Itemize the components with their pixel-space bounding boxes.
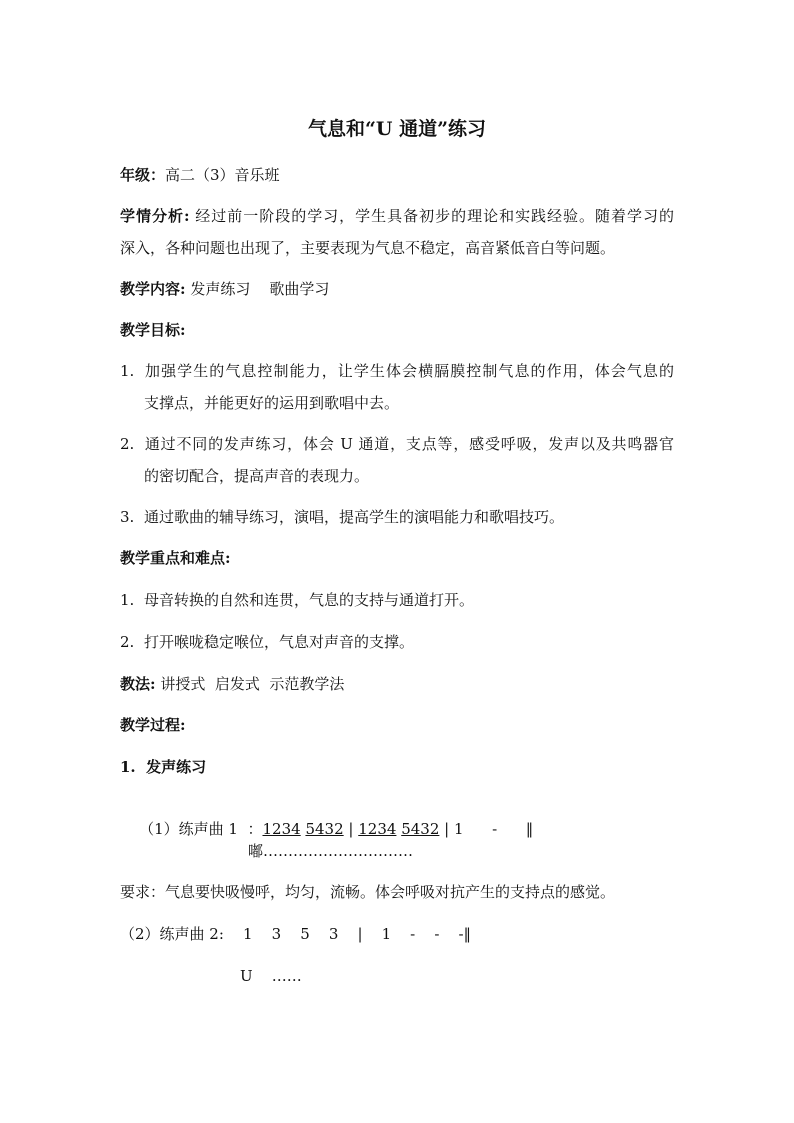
document-title: 气息和“U 通道”练习 <box>307 118 487 140</box>
grade-label: 年级： <box>120 166 166 184</box>
goal-item-3-number: 3. <box>120 508 135 526</box>
keypoint-item-1 <box>120 590 474 610</box>
methods-value: 讲授式 启发式 示范教学法 <box>155 675 345 693</box>
exercise-2-syllable: U …… <box>240 967 302 985</box>
goal-item-2-text-1: 通过不同的发声练习，体会 U 通道，支点等，感受呼吸，发声以及共鸣器官 <box>144 435 674 453</box>
analysis-line-2: 深入，各种问题也出现了，主要表现为气息不稳定，高音紧低音白等问题。 <box>120 239 616 257</box>
goals-heading: 教学目标: <box>120 321 186 339</box>
analysis-line-1 <box>120 206 674 226</box>
goal-item-2-line-2: 的密切配合，提高声音的表现力。 <box>144 467 370 485</box>
grade-line <box>120 165 280 185</box>
analysis-text-1: 经过前一阶段的学习，学生具备初步的理论和实践经验。随着学习的 <box>189 207 674 225</box>
grade-value: 高二（3）音乐班 <box>165 166 280 184</box>
requirement-line: 要求：气息要快吸慢呼，均匀，流畅。体会呼吸对抗产生的支持点的感觉。 <box>120 883 616 901</box>
exercise-1-rest: | 1 - ‖ <box>439 820 534 838</box>
analysis-label: 学情分析: <box>120 207 190 225</box>
content-label: 教学内容: <box>120 280 186 298</box>
goal-item-1-text-1: 加强学生的气息控制能力，让学生体会横膈膜控制气息的作用，体会气息的 <box>144 362 674 380</box>
keypoint-item-2-number: 2. <box>120 633 135 651</box>
keypoint-item-2 <box>120 632 414 652</box>
methods-label: 教法: <box>120 675 156 693</box>
goal-item-2-line-1 <box>120 434 674 454</box>
exercise-1-group-1: 1234 <box>262 820 301 838</box>
process-heading: 教学过程: <box>120 716 186 734</box>
exercise-1-group-4: 5432 <box>401 820 440 838</box>
keypoint-item-1-number: 1. <box>120 591 135 609</box>
goal-item-1-line-1 <box>120 361 674 381</box>
goal-item-3 <box>120 507 564 527</box>
goal-item-1-number: 1. <box>120 362 135 380</box>
exercise-1-group-2: 5432 <box>305 820 344 838</box>
section-1-heading: 1. 发声练习 <box>120 758 207 776</box>
goal-item-1-line-2: 支撑点，并能更好的运用到歌唱中去。 <box>144 394 400 412</box>
methods-line <box>120 674 344 694</box>
exercise-1-group-3: 1234 <box>358 820 397 838</box>
exercise-1-prefix: （1）练声曲 1 ： <box>139 820 263 838</box>
keypoints-heading: 教学重点和难点: <box>120 549 231 567</box>
goal-item-2-number: 2. <box>120 435 135 453</box>
goal-item-3-text: 通过歌曲的辅导练习，演唱，提高学生的演唱能力和歌唱技巧。 <box>144 508 565 526</box>
keypoint-item-2-text: 打开喉咙稳定喉位，气息对声音的支撑。 <box>144 633 415 651</box>
content-line <box>120 279 329 299</box>
exercise-1-syllable: 嘟………………………… <box>248 842 414 860</box>
content-value: 发声练习 歌曲学习 <box>185 280 330 298</box>
keypoint-item-1-text: 母音转换的自然和连贯，气息的支持与通道打开。 <box>144 591 475 609</box>
exercise-2-notation: （2）练声曲 2: 1 3 5 3 | 1 - - -‖ <box>120 925 472 943</box>
exercise-1-bar: | <box>343 820 359 838</box>
